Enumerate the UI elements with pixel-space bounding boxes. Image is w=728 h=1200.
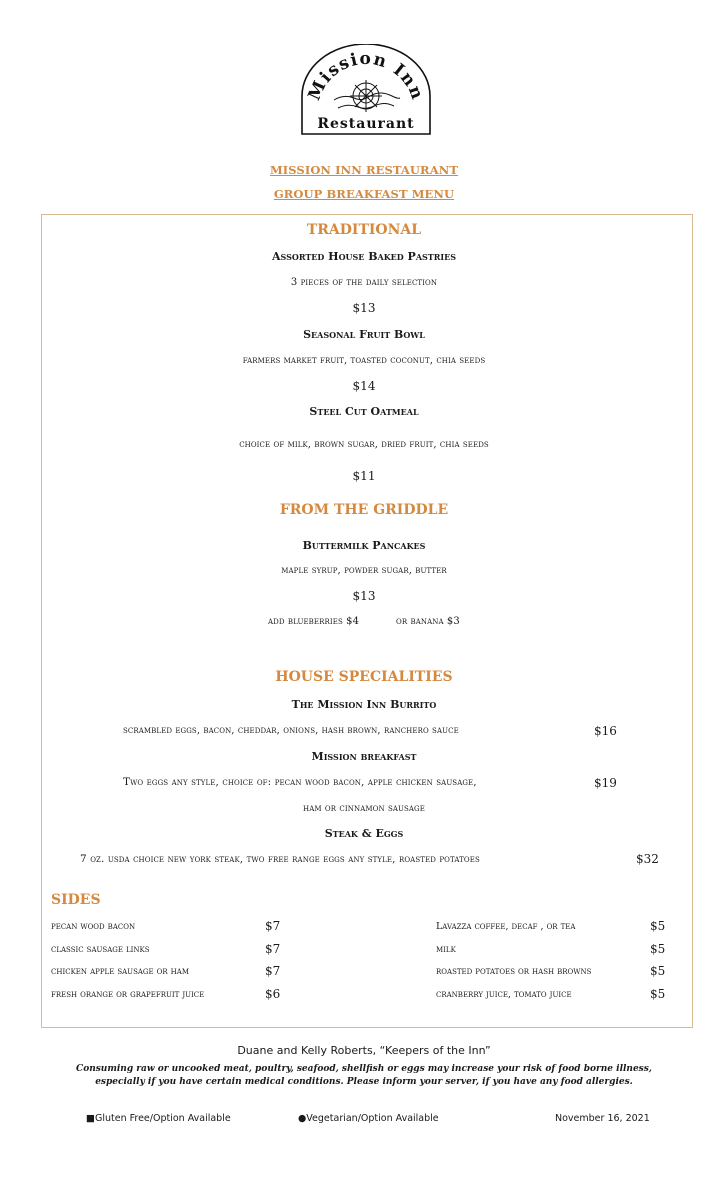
menu-heading: GROUP BREAKFAST MENU xyxy=(273,187,455,201)
side-price: $5 xyxy=(650,987,666,1001)
item-name-fruit: Seasonal Fruit Bowl xyxy=(303,328,425,341)
item-desc-pastries: 3 pieces of the daily selection xyxy=(290,277,438,288)
item-name-pastries: Assorted House Baked Pastries xyxy=(271,250,457,263)
item-price-mission-breakfast: $19 xyxy=(594,776,617,790)
restaurant-heading: MISSION INN RESTAURANT xyxy=(269,163,459,177)
section-title-house: HOUSE SPECIALITIES xyxy=(275,669,453,685)
section-title-sides: SIDES xyxy=(51,892,101,908)
item-desc-burrito: scrambled eggs, bacon, cheddar, onions, hash brown, ranchero sauce xyxy=(123,725,459,736)
logo-name: Mission Inn xyxy=(304,48,428,104)
side-item: milk xyxy=(436,944,456,955)
addon-banana: or banana $3 xyxy=(396,616,460,627)
side-price: $7 xyxy=(265,919,281,933)
food-warning-line1: Consuming raw or uncooked meat, poultry, seafood, shellfish or eggs may increase your risk of food borne illness, xyxy=(76,1064,652,1074)
item-name-mission-breakfast: Mission breakfast xyxy=(311,750,417,763)
item-price-fruit: $14 xyxy=(352,379,376,393)
restaurant-logo xyxy=(300,44,432,136)
item-desc-mission-breakfast: Two eggs any style, choice of: pecan wood bacon, apple chicken sausage, xyxy=(123,776,477,788)
side-item: Lavazza coffee, decaf , or tea xyxy=(436,921,576,932)
item-desc-fruit: farmers market fruit, toasted coconut, chia seeds xyxy=(242,355,486,366)
keepers-line: Duane and Kelly Roberts, “Keepers of the Inn” xyxy=(237,1044,491,1057)
section-title-traditional: TRADITIONAL xyxy=(306,222,422,238)
item-desc-oatmeal: choice of milk, brown sugar, dried fruit, chia seeds xyxy=(239,439,489,450)
item-name-pancakes: Buttermilk Pancakes xyxy=(302,539,426,552)
item-price-oatmeal: $11 xyxy=(352,469,376,483)
side-price: $5 xyxy=(650,942,666,956)
item-name-oatmeal: Steel Cut Oatmeal xyxy=(309,405,419,418)
item-price-pastries: $13 xyxy=(352,301,376,315)
item-desc-pancakes: maple syrup, powder sugar, butter xyxy=(281,565,447,576)
item-name-steak: Steak & Eggs xyxy=(324,827,404,840)
side-price: $5 xyxy=(650,919,666,933)
item-desc-mission-breakfast-2: ham or cinnamon sausage xyxy=(303,803,425,814)
side-item: pecan wood bacon xyxy=(51,921,136,932)
side-price: $5 xyxy=(650,964,666,978)
menu-date: November 16, 2021 xyxy=(555,1113,650,1124)
side-item: classic sausage links xyxy=(51,944,150,955)
item-desc-steak: 7 oz. usda choice new york steak, two free range eggs any style, roasted potatoes xyxy=(80,853,480,865)
vegetarian-legend: ●Vegetarian/Option Available xyxy=(298,1113,439,1124)
logo-subtitle: Restaurant xyxy=(317,116,415,132)
side-item: fresh orange or grapefruit juice xyxy=(51,989,205,1000)
side-item: chicken apple sausage or ham xyxy=(51,966,189,977)
side-price: $7 xyxy=(265,964,281,978)
gluten-free-legend: ■Gluten Free/Option Available xyxy=(86,1113,231,1124)
item-price-steak: $32 xyxy=(636,852,659,866)
side-item: roasted potatoes or hash browns xyxy=(436,966,592,977)
item-name-burrito: The Mission Inn Burrito xyxy=(291,698,437,711)
item-price-pancakes: $13 xyxy=(352,589,376,603)
item-price-burrito: $16 xyxy=(594,724,617,738)
side-item: cranberry juice, tomato juice xyxy=(436,989,572,1000)
side-price: $6 xyxy=(265,987,281,1001)
food-warning-line2: especially if you have certain medical conditions. Please inform your server, if you have any food allergies. xyxy=(95,1077,633,1087)
section-title-griddle: FROM THE GRIDDLE xyxy=(279,502,449,518)
side-price: $7 xyxy=(265,942,281,956)
addon-blueberries: add blueberries $4 xyxy=(268,616,360,627)
